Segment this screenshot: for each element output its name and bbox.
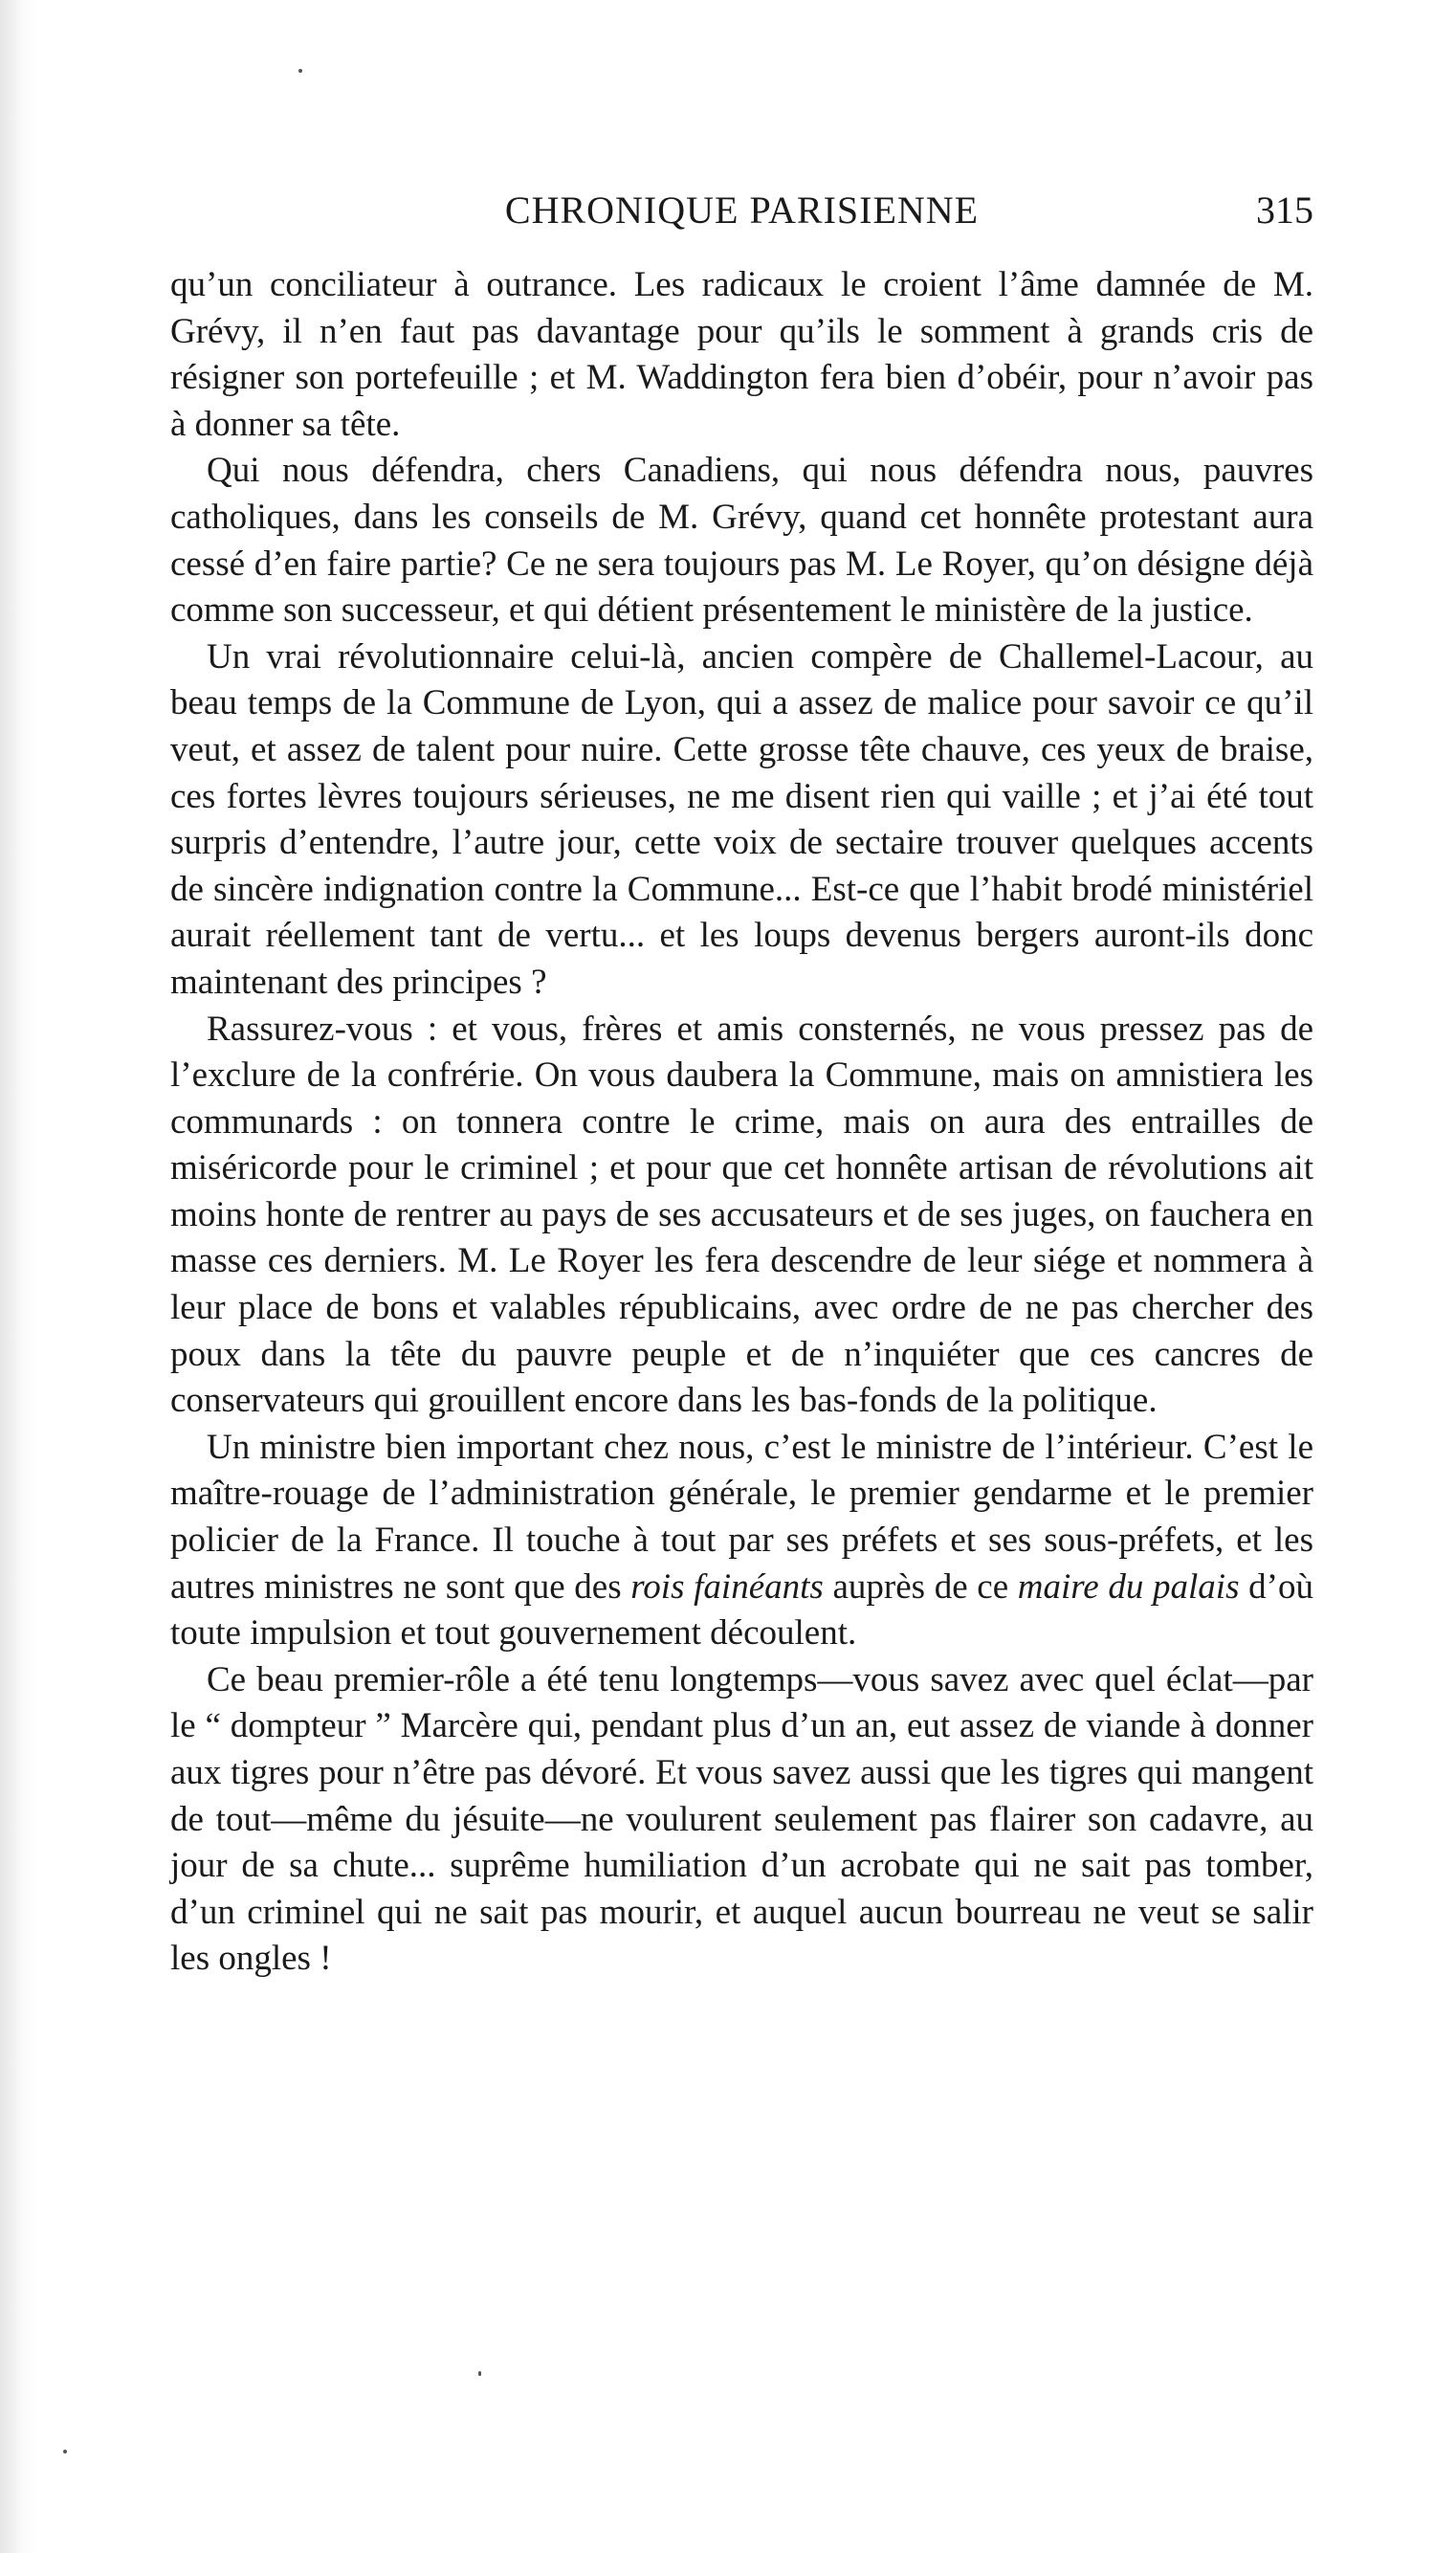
page-number: 315 (1256, 189, 1313, 232)
running-title: CHRONIQUE PARISIENNE (504, 189, 980, 232)
text-run: auprès de ce (823, 1566, 1018, 1607)
text-run: Un ministre bien important chez nous, c’est le ministre de l’intérieur. C’est le maître-rouage de l’administration générale, le premier gendarme et le premier policier de la France. Il touche à tout par ses préfets et ses sous-préfets, et les autres ministres ne sont que des (170, 1427, 1313, 1607)
paragraph (170, 1425, 1313, 1657)
running-header (170, 188, 1313, 245)
ink-speck (298, 69, 302, 73)
paragraph: Ce beau premier-rôle a été tenu longtemps—vous savez avec quel éclat—par le “ dompteur ” Marcère qui, pendant plus d’un an, eut assez de viande à donner aux tigres pour n’être pas dévoré. Et vous savez aussi que les tigres qui mangent de tout—même du jésuite—ne voulurent seulement pas flairer son cadavre, au jour de sa chute... suprême humiliation d’un acrobate qui ne sait pas tomber, d’un criminel qui ne sait pas mourir, et auquel aucun bourreau ne veut se salir les ongles ! (170, 1659, 1313, 1979)
binding-shadow (0, 0, 38, 2553)
text-run: d’où toute impulsion et tout gouvernement découlent. (170, 1566, 1313, 1654)
ink-speck (478, 2371, 481, 2376)
italic-phrase: rois fainéants (630, 1566, 824, 1607)
ink-speck (63, 2450, 67, 2453)
paragraph: Un vrai révolutionnaire celui-là, ancien compère de Challemel-Lacour, au beau temps de la Commune de Lyon, qui a assez de malice pour savoir ce qu’il veut, et assez de talent pour nuire. Cette grosse tête chauve, ces yeux de braise, ces fortes lèvres toujours sérieuses, ne me disent rien qui vaille ; et j’ai été tout surpris d’entendre, l’autre jour, cette voix de sectaire trouver quelques accents de sincère indignation contre la Commune... Est-ce que l’habit brodé ministériel aurait réellement tant de vertu... et les loups devenus bergers auront-ils donc maintenant des principes ? (170, 636, 1313, 1002)
paragraph: Rassurez-vous : et vous, frères et amis consternés, ne vous pressez pas de l’exclure de la confrérie. On vous daubera la Commune, mais on amnistiera les communards : on tonnera contre le crime, mais on aura des entrailles de miséricorde pour le criminel ; et pour que cet honnête artisan de révolutions ait moins honte de rentrer au pays de ses accusateurs et de ses juges, on fauchera en masse ces derniers. M. Le Royer les fera descendre de leur siége et nommera à leur place de bons et valables républicains, avec ordre de ne pas chercher des poux dans la tête du pauvre peuple et de n’inquiéter que ces cancres de conservateurs qui grouillent encore dans les bas-fonds de la politique. (170, 1009, 1313, 1421)
body-text (170, 262, 1313, 1983)
paragraph: Qui nous défendra, chers Canadiens, qui nous défendra nous, pauvres catholiques, dans les conseils de M. Grévy, quand cet honnête protestant aura cessé d’en faire partie? Ce ne sera toujours pas M. Le Royer, qu’on désigne déjà comme son successeur, et qui détient présentement le ministère de la justice. (170, 451, 1313, 631)
paragraph: qu’un conciliateur à outrance. Les radicaux le croient l’âme damnée de M. Grévy, il n’en faut pas davantage pour qu’ils le somment à grands cris de résigner son portefeuille ; et M. Waddington fera bien d’obéir, pour n’avoir pas à donner sa tête. (170, 265, 1313, 444)
italic-phrase: maire du palais (1017, 1566, 1240, 1607)
